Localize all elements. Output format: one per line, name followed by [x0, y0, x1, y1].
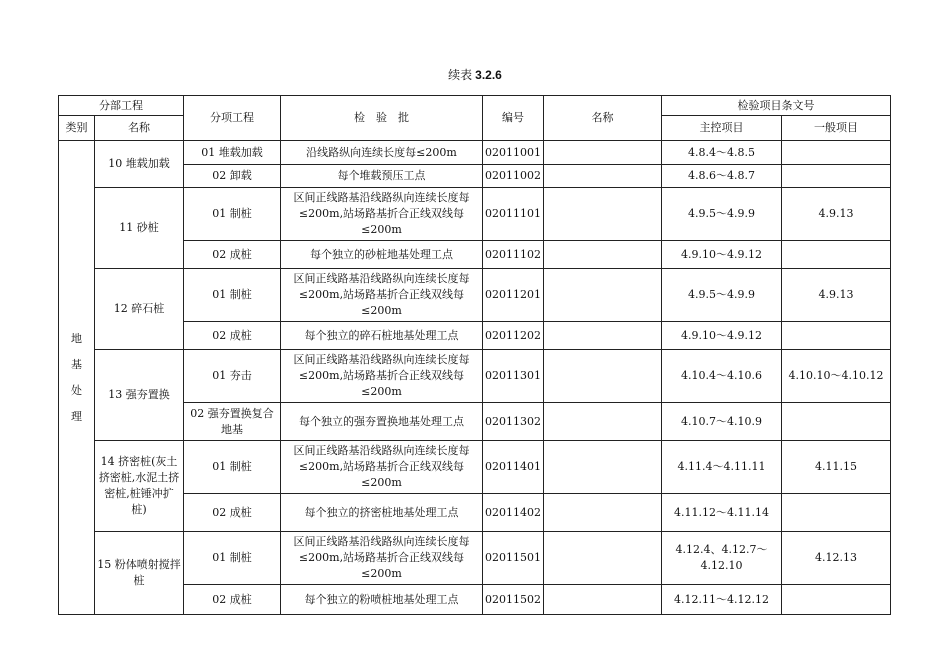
sub-item-cell: 02 成桩: [184, 585, 281, 615]
batch-cell: 区间正线路基沿线路纵向连续长度每≤200m,站场路基折合正线双线每≤200m: [281, 441, 483, 494]
table-row: [59, 269, 891, 322]
general-cell: [782, 403, 891, 441]
sub-item-cell: 01 制桩: [184, 188, 281, 241]
caption-prefix: 续表: [448, 68, 473, 82]
table-row: [59, 322, 891, 350]
category-cell: [59, 141, 95, 615]
batch-name-cell: [544, 441, 662, 494]
header-category: 类别: [59, 116, 95, 141]
header-clause-group: 检验项目条文号: [662, 96, 891, 116]
batch-name-cell: [544, 188, 662, 241]
group-name: 10 堆载加载: [95, 141, 184, 188]
sub-item-cell: 02 成桩: [184, 241, 281, 269]
code-cell: 02011201: [483, 269, 544, 322]
general-cell: [782, 494, 891, 532]
group-name: 13 强夯置换: [95, 350, 184, 441]
table-row: [59, 141, 891, 165]
general-cell: 4.9.13: [782, 269, 891, 322]
code-cell: 02011202: [483, 322, 544, 350]
table-row: [59, 165, 891, 188]
code-cell: 02011301: [483, 350, 544, 403]
sub-item-cell: 02 成桩: [184, 322, 281, 350]
batch-cell: 每个独立的粉喷桩地基处理工点: [281, 585, 483, 615]
general-cell: [782, 585, 891, 615]
batch-name-cell: [544, 141, 662, 165]
header-name: 名称: [95, 116, 184, 141]
batch-name-cell: [544, 350, 662, 403]
main-control-cell: 4.12.4、4.12.7～4.12.10: [662, 532, 782, 585]
main-control-cell: 4.12.11～4.12.12: [662, 585, 782, 615]
general-cell: 4.12.13: [782, 532, 891, 585]
batch-cell: 区间正线路基沿线路纵向连续长度每≤200m,站场路基折合正线双线每≤200m: [281, 188, 483, 241]
batch-name-cell: [544, 494, 662, 532]
main-control-cell: 4.9.10～4.9.12: [662, 241, 782, 269]
sub-item-cell: 01 制桩: [184, 269, 281, 322]
main-control-cell: 4.11.12～4.11.14: [662, 494, 782, 532]
sub-item-cell: 02 卸载: [184, 165, 281, 188]
table-row: [59, 494, 891, 532]
batch-cell: 区间正线路基沿线路纵向连续长度每≤200m,站场路基折合正线双线每≤200m: [281, 350, 483, 403]
category-char: 理: [71, 409, 82, 423]
header-main-control: 主控项目: [662, 116, 782, 141]
general-cell: [782, 141, 891, 165]
table-row: [59, 532, 891, 585]
batch-name-cell: [544, 241, 662, 269]
category-char: 处: [71, 383, 82, 397]
batch-cell: 每个独立的砂桩地基处理工点: [281, 241, 483, 269]
table-row: [59, 403, 891, 441]
batch-name-cell: [544, 532, 662, 585]
group-name: 12 碎石桩: [95, 269, 184, 350]
batch-cell: 区间正线路基沿线路纵向连续长度每≤200m,站场路基折合正线双线每≤200m: [281, 532, 483, 585]
main-control-cell: 4.10.7～4.10.9: [662, 403, 782, 441]
main-control-cell: 4.9.5～4.9.9: [662, 269, 782, 322]
batch-name-cell: [544, 269, 662, 322]
sub-item-cell: 02 成桩: [184, 494, 281, 532]
batch-cell: 每个堆载预压工点: [281, 165, 483, 188]
code-cell: 02011501: [483, 532, 544, 585]
table-row: [59, 350, 891, 403]
main-control-cell: 4.10.4～4.10.6: [662, 350, 782, 403]
general-cell: [782, 165, 891, 188]
general-cell: 4.11.15: [782, 441, 891, 494]
main-control-cell: 4.8.6～4.8.7: [662, 165, 782, 188]
batch-name-cell: [544, 403, 662, 441]
header-sub-item: 分项工程: [184, 96, 281, 141]
code-cell: 02011302: [483, 403, 544, 441]
code-cell: 02011002: [483, 165, 544, 188]
table-row: [59, 585, 891, 615]
inspection-table: [58, 95, 891, 615]
code-cell: 02011502: [483, 585, 544, 615]
main-control-cell: 4.9.10～4.9.12: [662, 322, 782, 350]
group-name: 11 砂桩: [95, 188, 184, 269]
table-row: [59, 188, 891, 241]
general-cell: [782, 241, 891, 269]
table-caption: [0, 66, 950, 83]
header-part-work: 分部工程: [59, 96, 184, 116]
sub-item-cell: 01 堆载加载: [184, 141, 281, 165]
general-cell: 4.9.13: [782, 188, 891, 241]
batch-name-cell: [544, 322, 662, 350]
main-control-cell: 4.11.4～4.11.11: [662, 441, 782, 494]
code-cell: 02011401: [483, 441, 544, 494]
group-name: 14 挤密桩(灰土挤密桩,水泥土挤密桩,桩锤冲扩桩): [95, 441, 184, 532]
category-char: 地: [71, 331, 82, 345]
batch-cell: 每个独立的挤密桩地基处理工点: [281, 494, 483, 532]
sub-item-cell: 02 强夯置换复合地基: [184, 403, 281, 441]
group-name: 15 粉体喷射搅拌桩: [95, 532, 184, 615]
header-batch-name: 名称: [544, 96, 662, 141]
main-control-cell: 4.8.4～4.8.5: [662, 141, 782, 165]
code-cell: 02011101: [483, 188, 544, 241]
batch-cell: 区间正线路基沿线路纵向连续长度每≤200m,站场路基折合正线双线每≤200m: [281, 269, 483, 322]
main-control-cell: 4.9.5～4.9.9: [662, 188, 782, 241]
caption-number: 3.2.6: [475, 68, 502, 82]
table-row: [59, 441, 891, 494]
header-general: 一般项目: [782, 116, 891, 141]
code-cell: 02011001: [483, 141, 544, 165]
table-row: [59, 241, 891, 269]
header-inspection-batch: 检 验 批: [281, 96, 483, 141]
batch-name-cell: [544, 585, 662, 615]
header-code: 编号: [483, 96, 544, 141]
general-cell: 4.10.10～4.10.12: [782, 350, 891, 403]
batch-cell: 每个独立的碎石桩地基处理工点: [281, 322, 483, 350]
batch-name-cell: [544, 165, 662, 188]
sub-item-cell: 01 制桩: [184, 532, 281, 585]
batch-cell: 每个独立的强夯置换地基处理工点: [281, 403, 483, 441]
code-cell: 02011402: [483, 494, 544, 532]
sub-item-cell: 01 制桩: [184, 441, 281, 494]
batch-cell: 沿线路纵向连续长度每≤200m: [281, 141, 483, 165]
sub-item-cell: 01 夯击: [184, 350, 281, 403]
header-row: [59, 96, 891, 116]
code-cell: 02011102: [483, 241, 544, 269]
category-char: 基: [71, 357, 82, 371]
general-cell: [782, 322, 891, 350]
